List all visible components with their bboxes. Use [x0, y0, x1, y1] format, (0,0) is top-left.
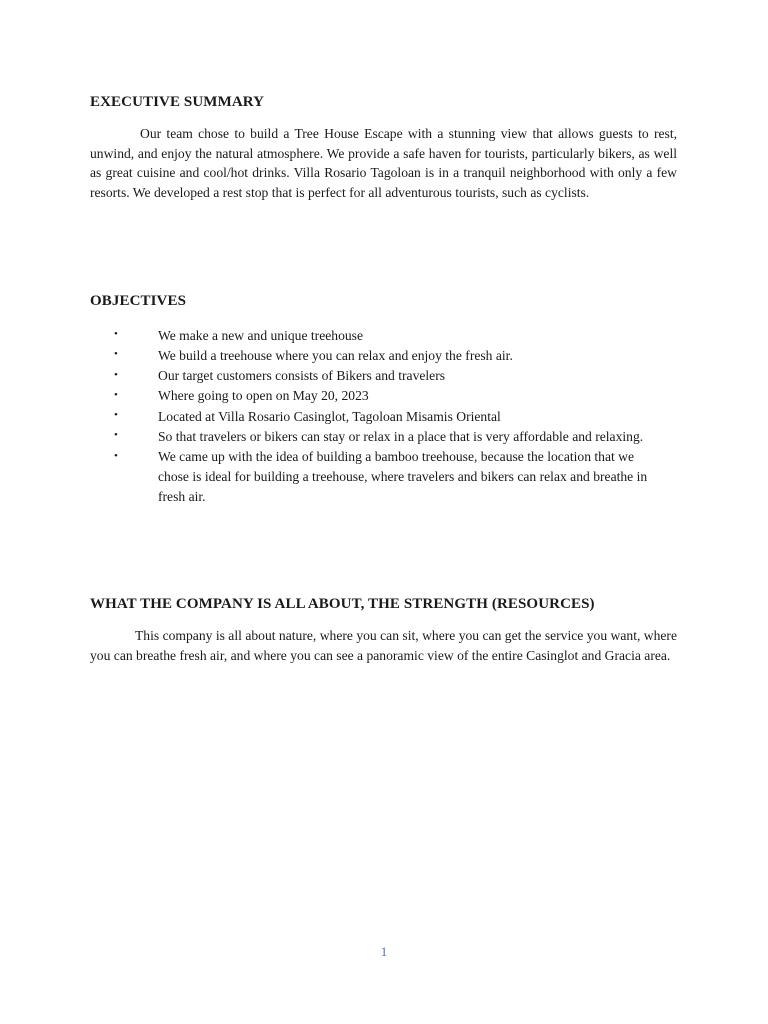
objectives-list — [90, 325, 650, 507]
company-paragraph: This company is all about nature, where you can sit, where you can get the service you want, where you can breathe fresh air, and where you can see a panoramic view of the entire Casinglot and Gracia area. — [90, 628, 677, 663]
bullet-icon: • — [114, 429, 118, 442]
bullet-icon: • — [114, 388, 118, 401]
executive-summary-heading: EXECUTIVE SUMMARY — [90, 94, 265, 110]
objective-text: We make a new and unique treehouse — [158, 327, 363, 343]
bullet-icon: • — [114, 328, 118, 340]
objective-text: Our target customers consists of Bikers and travelers — [158, 368, 446, 384]
objective-text: We build a treehouse where you can relax and enjoy the fresh air. — [158, 347, 513, 363]
company-heading: WHAT THE COMPANY IS ALL ABOUT, THE STRENGTH (RESOURCES) — [90, 596, 595, 612]
objective-item — [90, 325, 650, 345]
objective-text: Where going to open on May 20, 2023 — [158, 388, 369, 404]
page-number: 1 — [380, 944, 388, 959]
objective-item — [90, 447, 650, 507]
bullet-icon: • — [114, 449, 118, 462]
objective-item — [90, 426, 650, 446]
objective-item — [90, 386, 650, 406]
bullet-icon: • — [114, 368, 118, 381]
objective-item — [90, 366, 650, 386]
bullet-icon: • — [114, 409, 118, 422]
objective-text: So that travelers or bikers can stay or relax in a place that is very affordable and relaxing. — [158, 428, 644, 444]
objective-text: Located at Villa Rosario Casinglot, Tagoloan Misamis Oriental — [158, 408, 501, 424]
executive-summary-paragraph: Our team chose to build a Tree House Escape with a stunning view that allows guests to rest, unwind, and enjoy the natural atmosphere. We provide a safe haven for tourists, particularly bikers, as well as great cuisine and cool/hot drinks. Villa Rosario Tagoloan is in a tranquil neighborhood with only a few resorts. We developed a rest stop that is perfect for all adventurous tourists, such as cyclists. — [90, 126, 677, 200]
objectives-heading: OBJECTIVES — [90, 293, 187, 309]
objective-item — [90, 345, 650, 365]
objective-item — [90, 406, 650, 426]
objective-text: We came up with the idea of building a bamboo treehouse, because the location that we chose is ideal for building a treehouse, where travelers and bikers can relax and breathe in fresh air. — [158, 449, 648, 504]
bullet-icon: • — [114, 348, 118, 361]
